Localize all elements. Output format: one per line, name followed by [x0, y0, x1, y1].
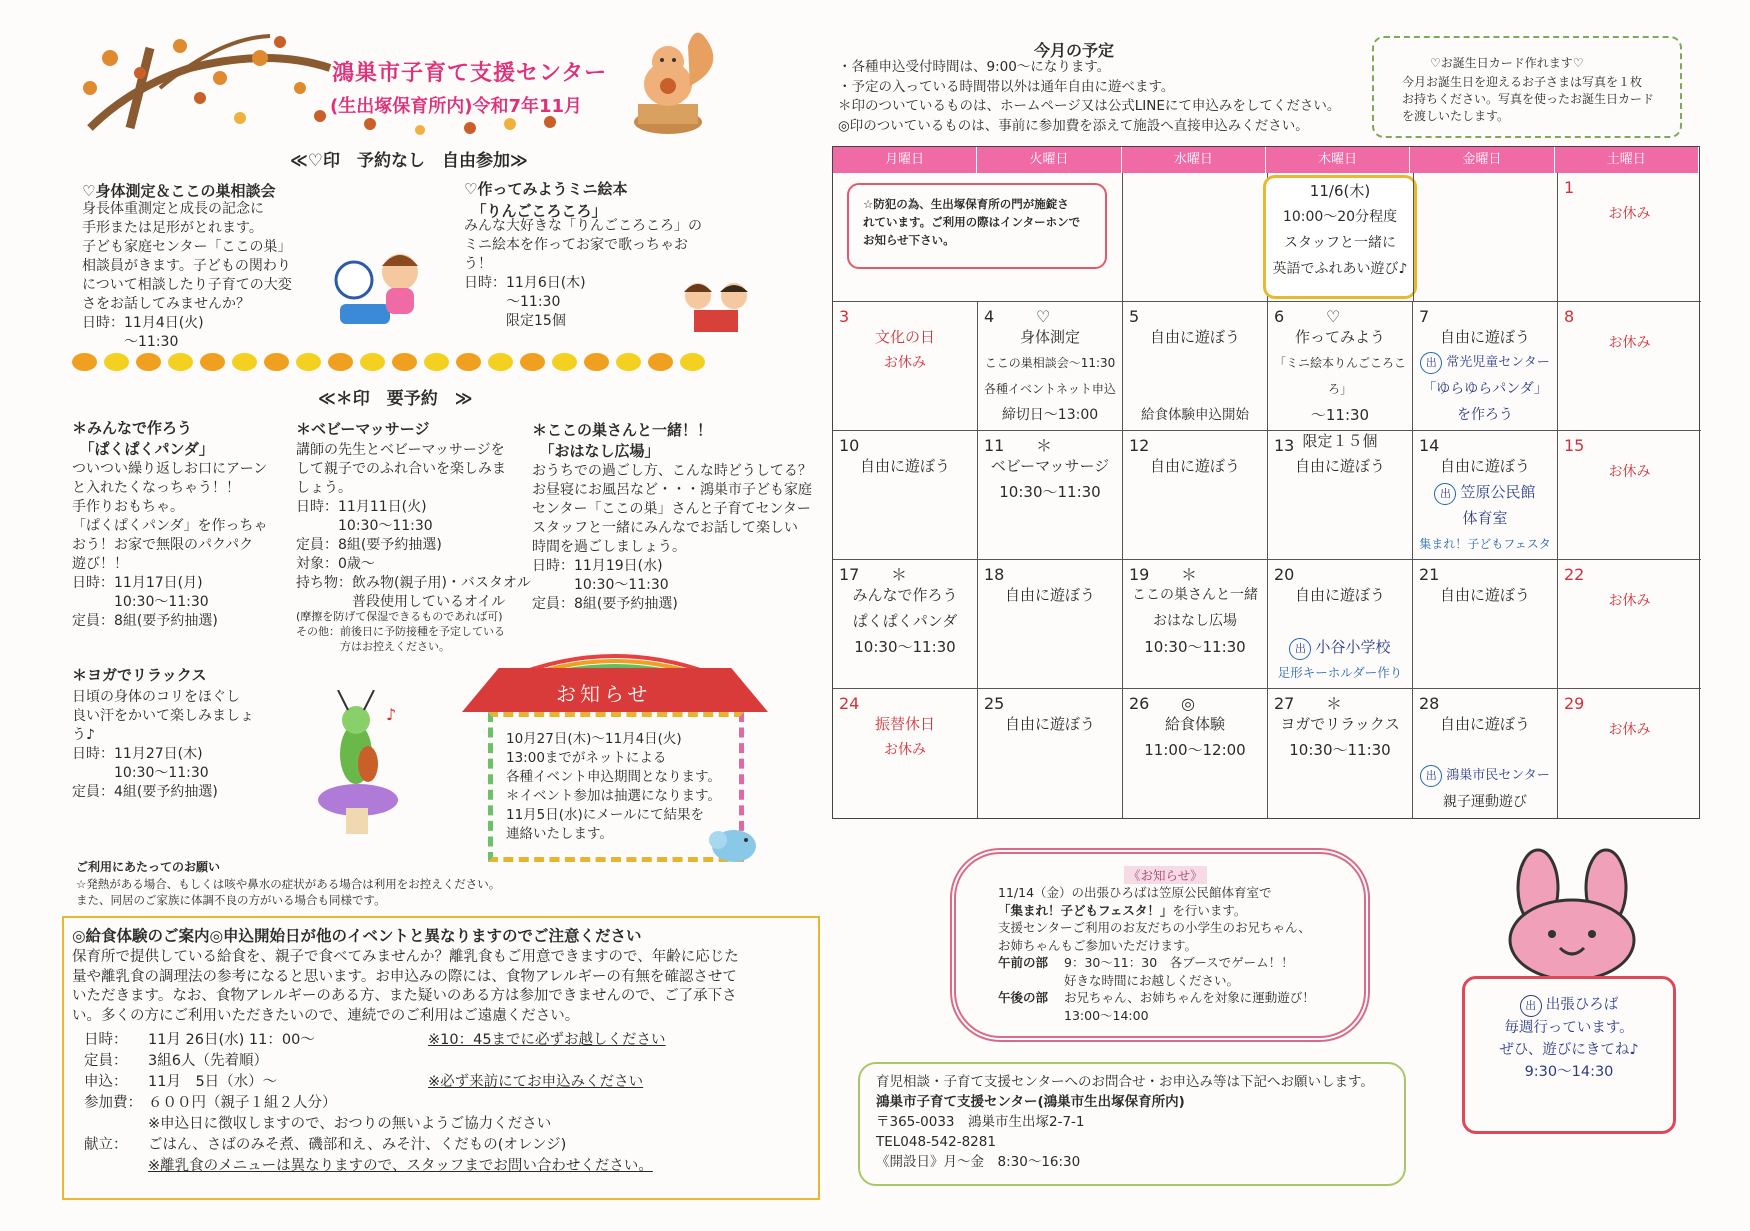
page-title: 鴻巣市子育て支援センター [332, 61, 608, 86]
notice-body: 10月27日(木)～11月4日(火) 13:00までがネットによる 各種イベント申込期間となります。 ＊イベント参加は抽選になります。 11月5日(水)にメールにて結果を 連絡いたします。 [506, 731, 721, 842]
reserve-section-heading: ≪＊印 要予約 ≫ [318, 389, 473, 409]
lunch-row-note: ※10：45までに必ずお越しください [428, 1032, 666, 1048]
star-icon: ＊ [891, 565, 908, 584]
event-label: 自由に遊ぼう [1439, 457, 1530, 475]
day-number: 6 [1274, 307, 1285, 326]
lunch-rows [84, 1028, 804, 1175]
decorative-dots [72, 353, 705, 371]
calendar-cell [978, 689, 1123, 818]
notice-title: お知らせ [556, 682, 652, 706]
callout-time: 10:00～20分程度 [1282, 209, 1398, 225]
day-number: 13 [1274, 436, 1295, 455]
day-number: 28 [1419, 694, 1440, 713]
outreach-text [1466, 994, 1672, 1083]
lunch-row-label: 日時： [84, 1032, 128, 1048]
calendar-cell [978, 302, 1123, 431]
event-label: 笠原公民館 [1460, 483, 1536, 501]
festa-line: 11/14（金）の出張ひろばは笠原公民館体育室で [998, 885, 1272, 900]
reserve-item-note: (摩擦を防げて保湿できるものであれば可) その他：前後日に予防接種を予定している 方はお控えください。 [296, 610, 505, 653]
event-label: を作ろう [1457, 407, 1513, 423]
contact-hours: 《開設日》月～金 8:30～16:30 [876, 1154, 1081, 1170]
day-number: 18 [984, 565, 1005, 584]
calendar-cell [1413, 302, 1558, 431]
day-number: 24 [839, 694, 860, 713]
calendar-cell [1123, 560, 1268, 689]
calendar-cell [1268, 302, 1413, 450]
free-item-title: ♡身体測定＆ここの巣相談会 [82, 182, 276, 200]
event-label: 自由に遊ぼう [1294, 586, 1385, 604]
event-label: 「ミニ絵本りんごころころ」 [1273, 356, 1406, 396]
event-label: 10:30～11:30 [1144, 638, 1246, 656]
lunch-row-label: 献立： [84, 1137, 128, 1153]
callout-date: 11/6(木) [1309, 182, 1371, 200]
dekake-icon: 出 [1420, 765, 1442, 787]
dekake-icon: 出 [1520, 995, 1542, 1017]
lunch-row-value: ※申込日に徴収しますので、おつりの無いようご協力ください [148, 1116, 552, 1132]
calendar-cell [1558, 173, 1701, 302]
free-section-heading: ≪♡印 予約なし 自由参加≫ [290, 151, 528, 171]
day-number: 8 [1564, 307, 1575, 326]
event-label: 10:30～11:30 [1289, 741, 1391, 759]
schedule-title: 今月の予定 [1034, 41, 1115, 60]
rest-label: お休み [1608, 593, 1651, 609]
event-label: ベビーマッサージ [990, 457, 1110, 475]
day-number: 4 [984, 307, 995, 326]
dekake-icon: 出 [1420, 352, 1442, 374]
rest-label: お休み [884, 355, 926, 371]
usage-body: ☆発熱がある場合、もしくは咳や鼻水の症状がある場合は利用をお控えください。 また、同居のご家族に体調不良の方がいる場合も同様です。 [76, 877, 501, 907]
calendar-header [833, 147, 1699, 173]
event-label: 足形キーホルダー作り [1277, 665, 1403, 680]
lunch-row [84, 1028, 804, 1049]
calendar-cell [833, 689, 978, 818]
page-subtitle: (生出塚保育所内)令和7年11月 [330, 96, 583, 117]
schedule-notes: ・各種申込受付時間は、9:00～になります。 ・予定の入っている時間帯以外は通年自由に遊べます。 ＊印のついているものは、ホームページ又は公式LINEにて申込みをしてください。 ◎印のついているものは、事前に参加費を添えて施設へ直接申込みください。 [838, 59, 1341, 134]
weekday-label: 火曜日 [977, 147, 1121, 173]
event-label: 自由に遊ぼう [1004, 715, 1095, 733]
day-number: 7 [1419, 307, 1430, 326]
squirrel-illustration [628, 26, 728, 136]
rabbit-illustration [1492, 848, 1652, 978]
lunch-row [84, 1049, 804, 1070]
event-label: 親子運動遊び [1443, 794, 1527, 810]
day-number: 12 [1129, 436, 1150, 455]
contact-address: 〒365-0033 鴻巣市生出塚2-7-1 [876, 1114, 1085, 1130]
holiday-label: 文化の日 [874, 328, 935, 346]
calendar-cell [1413, 689, 1558, 818]
calendar-cell [1268, 689, 1413, 818]
event-label: ヨガでリラックス [1280, 715, 1400, 733]
lunch-row-value: ※離乳食のメニューは異なりますので、スタッフまでお問い合わせください。 [148, 1158, 653, 1174]
calendar-cell [1123, 302, 1268, 431]
event-label: 自由に遊ぼう [1149, 328, 1240, 346]
security-note: ☆防犯の為、生出塚保育所の門が施錠さ れています。ご利用の際はインターホンで お知らせ下さい。 [847, 183, 1107, 269]
outreach-body: 毎週行っています。 ぜひ、遊びにきてね♪ [1499, 1020, 1639, 1058]
event-label: 集まれ！子どもフェスタ [1419, 537, 1551, 551]
event-label: 自由に遊ぼう [1439, 715, 1530, 733]
day-number: 21 [1419, 565, 1440, 584]
event-label: 自由に遊ぼう [1004, 586, 1095, 604]
contact-name: 鴻巣市子育て支援センター(鴻巣市生出塚保育所内) [876, 1094, 1185, 1110]
heart-icon: ♡ [1326, 307, 1341, 326]
event-label: 体育室 [1462, 509, 1508, 527]
lunch-row [84, 1112, 804, 1133]
calendar-cell [833, 560, 978, 689]
day-number: 19 [1129, 565, 1150, 584]
event-label: 給食体験 [1164, 715, 1225, 733]
reserve-item-body: ついつい繰り返しお口にアーン と入れたくなっちゃう！！ 手作りおもちゃ。 「ぱくぱくパンダ」を作っちゃ おう！お家で無限のパクパク 遊び！！ 日時：11月17日(月) 10:30～11:30 定員：8組(要予約抽選) [72, 461, 268, 629]
event-label: 小谷小学校 [1315, 638, 1391, 656]
event-label: 自由に遊ぼう [1294, 457, 1385, 475]
rest-label: お休み [884, 742, 926, 758]
event-label: ぱくぱくパンダ [852, 612, 958, 630]
outreach-time: 9:30～14:30 [1524, 1064, 1614, 1080]
event-label: 「ゆらゆらパンダ」 [1422, 381, 1548, 397]
lunch-row-value: 3組6人（先着順） [148, 1053, 268, 1069]
lunch-row [84, 1154, 804, 1175]
elephant-icon [706, 822, 762, 866]
star-icon: ＊ [1181, 565, 1198, 584]
weekday-label: 土曜日 [1555, 147, 1699, 173]
day-number: 25 [984, 694, 1005, 713]
calendar-cell [978, 431, 1123, 560]
day-number: 1 [1564, 178, 1575, 197]
lunch-row-label: 定員： [84, 1053, 128, 1069]
calendar-cell [1413, 431, 1558, 560]
contact-lead: 育児相談・子育て支援センターへのお問合せ・お申込み等は下記へお願いします。 [876, 1074, 1374, 1090]
contact-phone: TEL048-542-8281 [876, 1134, 996, 1150]
event-label: 作ってみよう [1294, 328, 1385, 346]
event-label: 各種イベントネット申込 [984, 382, 1116, 396]
event-label: 鴻巣市民センター [1446, 768, 1550, 783]
lunch-body: 保育所で提供している給食を、親子で食べてみませんか？離乳食もご用意できますので、年齢に応じた 量や離乳食の調理法の参考になると思います。お申込みの際には、食物アレルギーの有無を確認させて いただきます。なお、食物アレルギーのある方、また疑いのある方は参加できませんので、ご了承下さ い。多くの方にご利用いただきたいので、連続でのご利用はご遠慮ください。 [72, 949, 739, 1024]
callout-line: スタッフと一緒に [1284, 235, 1396, 251]
calendar [832, 146, 1700, 819]
free-item-title: ♡作ってみようミニ絵本 「りんごころころ」 [464, 180, 628, 220]
rest-label: お休み [1608, 464, 1651, 480]
calendar-cell [1268, 560, 1413, 689]
calendar-cell [1268, 431, 1413, 560]
event-label: 自由に遊ぼう [1149, 457, 1240, 475]
calendar-cell [1123, 431, 1268, 560]
calendar-cell [1558, 689, 1701, 818]
callout-line: 英語でふれあい遊び♪ [1272, 261, 1408, 277]
day-number: 15 [1564, 436, 1585, 455]
calendar-cell [833, 431, 978, 560]
star-icon: ＊ [1036, 436, 1053, 455]
festa-pm: お兄ちゃん、お姉ちゃんを対象に運動遊び！ 13:00～14:00 [1064, 990, 1315, 1023]
lunch-row-value: 11月 26日(水) 11：00～ [148, 1032, 315, 1048]
free-item-body: みんな大好きな「りんごころころ」の ミニ絵本を作ってお家で歌っちゃお う！ 日時：11月6日(木) ～11:30 限定15個 [464, 218, 702, 329]
event-label: 自由に遊ぼう [859, 457, 950, 475]
calendar-cell [1123, 173, 1268, 302]
rest-label: お休み [1608, 722, 1651, 738]
day-number: 17 [839, 565, 860, 584]
event-label: ここの巣相談会～11:30 [984, 356, 1116, 370]
kids-reading-illustration [676, 278, 756, 338]
event-label: 自由に遊ぼう [1439, 328, 1530, 346]
lunch-title: ◎給食体験のご案内◎申込開始日が他のイベントと異なりますのでご注意ください [72, 927, 642, 945]
lunch-row-value: ごはん、さばのみそ煮、磯部和え、みそ汁、くだもの(オレンジ) [148, 1137, 567, 1153]
festa-line: 支援センターご利用のお友だちの小学生のお兄ちゃん、 お姉ちゃんもご参加いただけます。 [998, 920, 1311, 953]
reserve-item-title: ＊ここの巣さんと一緒！！ 「おはなし広場」 [532, 421, 713, 460]
festa-pm-label: 午後の部 [998, 990, 1049, 1005]
weekday-label: 月曜日 [833, 147, 977, 173]
day-number: 20 [1274, 565, 1295, 584]
day-number: 3 [839, 307, 850, 326]
english-callout [1263, 175, 1417, 299]
reserve-item-body: 日頃の身体のコリをほぐし 良い汗をかいて楽しみましょ う♪ 日時：11月27日(木) 10:30～11:30 定員：4組(要予約抽選) [72, 689, 254, 800]
day-number: 10 [839, 436, 860, 455]
event-label: ～11:30 [1310, 406, 1370, 424]
dekake-icon: 出 [1434, 483, 1456, 505]
day-number: 14 [1419, 436, 1440, 455]
event-label: みんなで作ろう [852, 586, 958, 604]
event-label: 給食体験申込開始 [1141, 407, 1249, 423]
calendar-cell [978, 560, 1123, 689]
lunch-row-value: 11月 5日（水）～ [148, 1074, 278, 1090]
holiday-label: 振替休日 [874, 715, 935, 733]
dekake-icon: 出 [1289, 638, 1311, 660]
day-number: 11 [984, 436, 1005, 455]
festa-am: 9：30～11：30 各ブースでゲーム！！ 好きな時間にお越しください。 [1064, 955, 1294, 988]
reserve-item-title: ＊みんなで作ろう 「ぱくぱくパンダ」 [72, 419, 214, 458]
rest-label: お休み [1608, 335, 1651, 351]
calendar-cell [1558, 560, 1701, 689]
festa-text [998, 884, 1358, 1024]
usage-title: ご利用にあたってのお願い [76, 860, 221, 874]
lunch-row [84, 1133, 804, 1154]
lunch-row [84, 1070, 804, 1091]
event-label: 10:30～11:30 [999, 483, 1101, 501]
calendar-cell [1558, 302, 1701, 431]
birthday-body: 今月お誕生日を迎えるお子さまは写真を１枚 お持ちください。写真を使ったお誕生日カード を渡しいたします。 [1402, 75, 1655, 123]
calendar-cell [1413, 560, 1558, 689]
festa-event-name: 「集まれ！子どもフェスタ！」 [998, 902, 1173, 918]
event-label: 自由に遊ぼう [1439, 586, 1530, 604]
festa-title: 《お知らせ》 [1124, 866, 1207, 884]
reserve-item-body: おうちでの過ごし方、こんな時どうしてる？ お昼寝にお風呂など・・・鴻巣市子ども家庭 センター「ここの巣」さんと子育てセンター スタッフと一緒にみんなでお話して楽しい 時間を過ごしましょう。 日時：11月19日(水) 10:30～11:30 定員：8組(要予約抽選) [532, 463, 812, 612]
heart-icon: ♡ [1036, 307, 1051, 326]
event-label: 10:30～11:30 [854, 638, 956, 656]
outreach-title: 出張ひろば [1545, 997, 1619, 1013]
calendar-cell [1413, 173, 1558, 302]
contact-text [876, 1072, 1374, 1172]
lunch-row-label [84, 1154, 148, 1175]
day-number: 29 [1564, 694, 1585, 713]
reserve-item-title: ＊ベビーマッサージ [296, 420, 430, 438]
reserve-item-body: 講師の先生とベビーマッサージを して親子でのふれ合いを楽しみま しょう。 日時：11月11日(火) 10:30～11:30 定員：8組(要予約抽選) 対象：0歳～ 持ち物：飲み物(親子用)・バスタオル 普段使用しているオイル [296, 442, 531, 610]
svg-text:♪: ♪ [386, 705, 397, 724]
day-number: 27 [1274, 694, 1295, 713]
rest-label: お休み [1608, 206, 1651, 222]
event-label: 身体測定 [1019, 328, 1080, 346]
event-label: 締切日～13:00 [1001, 407, 1099, 423]
festa-line: を行います。 [1172, 902, 1247, 918]
day-number: 5 [1129, 307, 1140, 326]
lunch-row [84, 1091, 804, 1112]
lunch-row-note: ※必ず来訪にてお申込みください [428, 1074, 644, 1090]
star-icon: ＊ [1326, 694, 1343, 713]
event-label: 限定１５個 [1302, 432, 1378, 450]
child-scale-illustration [332, 244, 432, 334]
lunch-row-label [84, 1112, 148, 1133]
lunch-row-label: 参加費： [84, 1095, 142, 1111]
weekday-label: 木曜日 [1266, 147, 1410, 173]
event-label: おはなし広場 [1153, 613, 1237, 629]
event-label: ここの巣さんと一緒 [1132, 587, 1258, 603]
event-label: 11:00～12:00 [1144, 741, 1246, 759]
festa-am-label: 午前の部 [998, 955, 1049, 970]
birthday-title: ♡お誕生日カード作れます♡ [1430, 56, 1584, 70]
day-number: 22 [1564, 565, 1585, 584]
weekday-label: 金曜日 [1410, 147, 1554, 173]
insect-violin-illustration [308, 690, 408, 840]
calendar-cell [1123, 689, 1268, 818]
reserve-item-title: ＊ヨガでリラックス [72, 666, 207, 684]
calendar-cell [1558, 431, 1701, 560]
day-number: 26 [1129, 694, 1150, 713]
free-item-body: 身長体重測定と成長の記念に 手形または足形がとれます。 子ども家庭センター「ここの巣」 相談員がきます。子どもの関わり について相談したり子育ての大変 さをお話してみませんか？ 日時：11月4日(火) ～11:30 [82, 201, 292, 350]
event-label: 常光児童センター [1446, 355, 1550, 370]
weekday-label: 水曜日 [1122, 147, 1266, 173]
calendar-cell [833, 302, 978, 431]
lunch-row-value: ６００円（親子１組２人分） [148, 1095, 337, 1111]
circle-mark-icon: ◎ [1181, 694, 1195, 713]
lunch-row-label: 申込： [84, 1074, 128, 1090]
